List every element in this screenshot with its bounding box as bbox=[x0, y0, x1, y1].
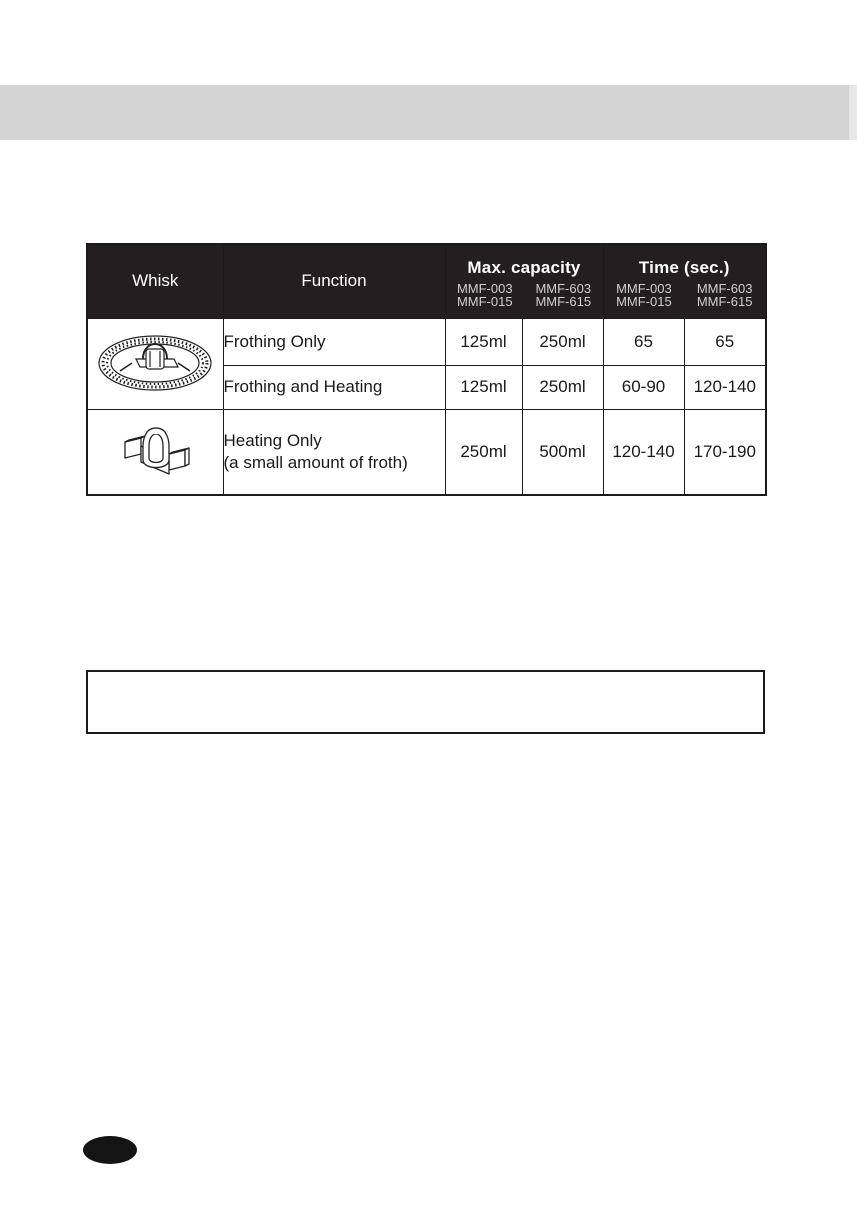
model-label: MMF-603 bbox=[535, 281, 592, 297]
header-whisk: Whisk bbox=[87, 244, 223, 318]
capacity-cell: 125ml bbox=[445, 318, 522, 365]
time-model-labels bbox=[604, 282, 766, 308]
function-cell: Frothing Only bbox=[223, 318, 445, 365]
capacity-cell: 125ml bbox=[445, 365, 522, 409]
capacity-model-labels bbox=[446, 282, 603, 308]
capacity-cell: 250ml bbox=[445, 409, 522, 495]
time-cell: 120-140 bbox=[603, 409, 684, 495]
model-label: MMF-003 bbox=[456, 281, 513, 297]
spring-whisk-icon bbox=[96, 327, 214, 395]
time-title: Time (sec.) bbox=[638, 258, 730, 278]
table-row bbox=[87, 409, 766, 495]
model-label-group-b bbox=[535, 282, 591, 308]
function-cell: Frothing and Heating bbox=[223, 365, 445, 409]
model-label-group-b bbox=[697, 282, 753, 308]
model-label: MMF-603 bbox=[696, 281, 753, 297]
time-cell: 65 bbox=[684, 318, 766, 365]
note-box bbox=[86, 670, 765, 734]
model-label: MMF-615 bbox=[535, 294, 592, 310]
capacity-cell: 250ml bbox=[522, 318, 603, 365]
table-header-row bbox=[87, 244, 766, 318]
max-capacity-title: Max. capacity bbox=[467, 258, 581, 278]
table-row bbox=[87, 318, 766, 365]
page-number-badge bbox=[83, 1136, 137, 1164]
function-line: Heating Only bbox=[223, 430, 322, 450]
model-label: MMF-003 bbox=[616, 281, 672, 297]
header-max-capacity bbox=[445, 244, 603, 318]
flat-whisk-icon bbox=[119, 416, 191, 482]
whisk-cell bbox=[87, 318, 223, 409]
time-cell: 120-140 bbox=[684, 365, 766, 409]
header-time bbox=[603, 244, 766, 318]
model-label-group-a bbox=[616, 282, 672, 308]
header-band-edge bbox=[849, 85, 857, 140]
time-cell: 170-190 bbox=[684, 409, 766, 495]
time-cell: 60-90 bbox=[603, 365, 684, 409]
capacity-cell: 250ml bbox=[522, 365, 603, 409]
model-label: MMF-015 bbox=[616, 294, 672, 310]
specification-table bbox=[86, 243, 767, 496]
header-band bbox=[0, 85, 857, 140]
model-label: MMF-615 bbox=[696, 294, 753, 310]
model-label: MMF-015 bbox=[456, 294, 513, 310]
model-label-group-a bbox=[457, 282, 513, 308]
capacity-cell: 500ml bbox=[522, 409, 603, 495]
function-cell bbox=[223, 409, 445, 495]
whisk-cell bbox=[87, 409, 223, 495]
header-function: Function bbox=[223, 244, 445, 318]
time-cell: 65 bbox=[603, 318, 684, 365]
function-line: (a small amount of froth) bbox=[223, 452, 408, 472]
